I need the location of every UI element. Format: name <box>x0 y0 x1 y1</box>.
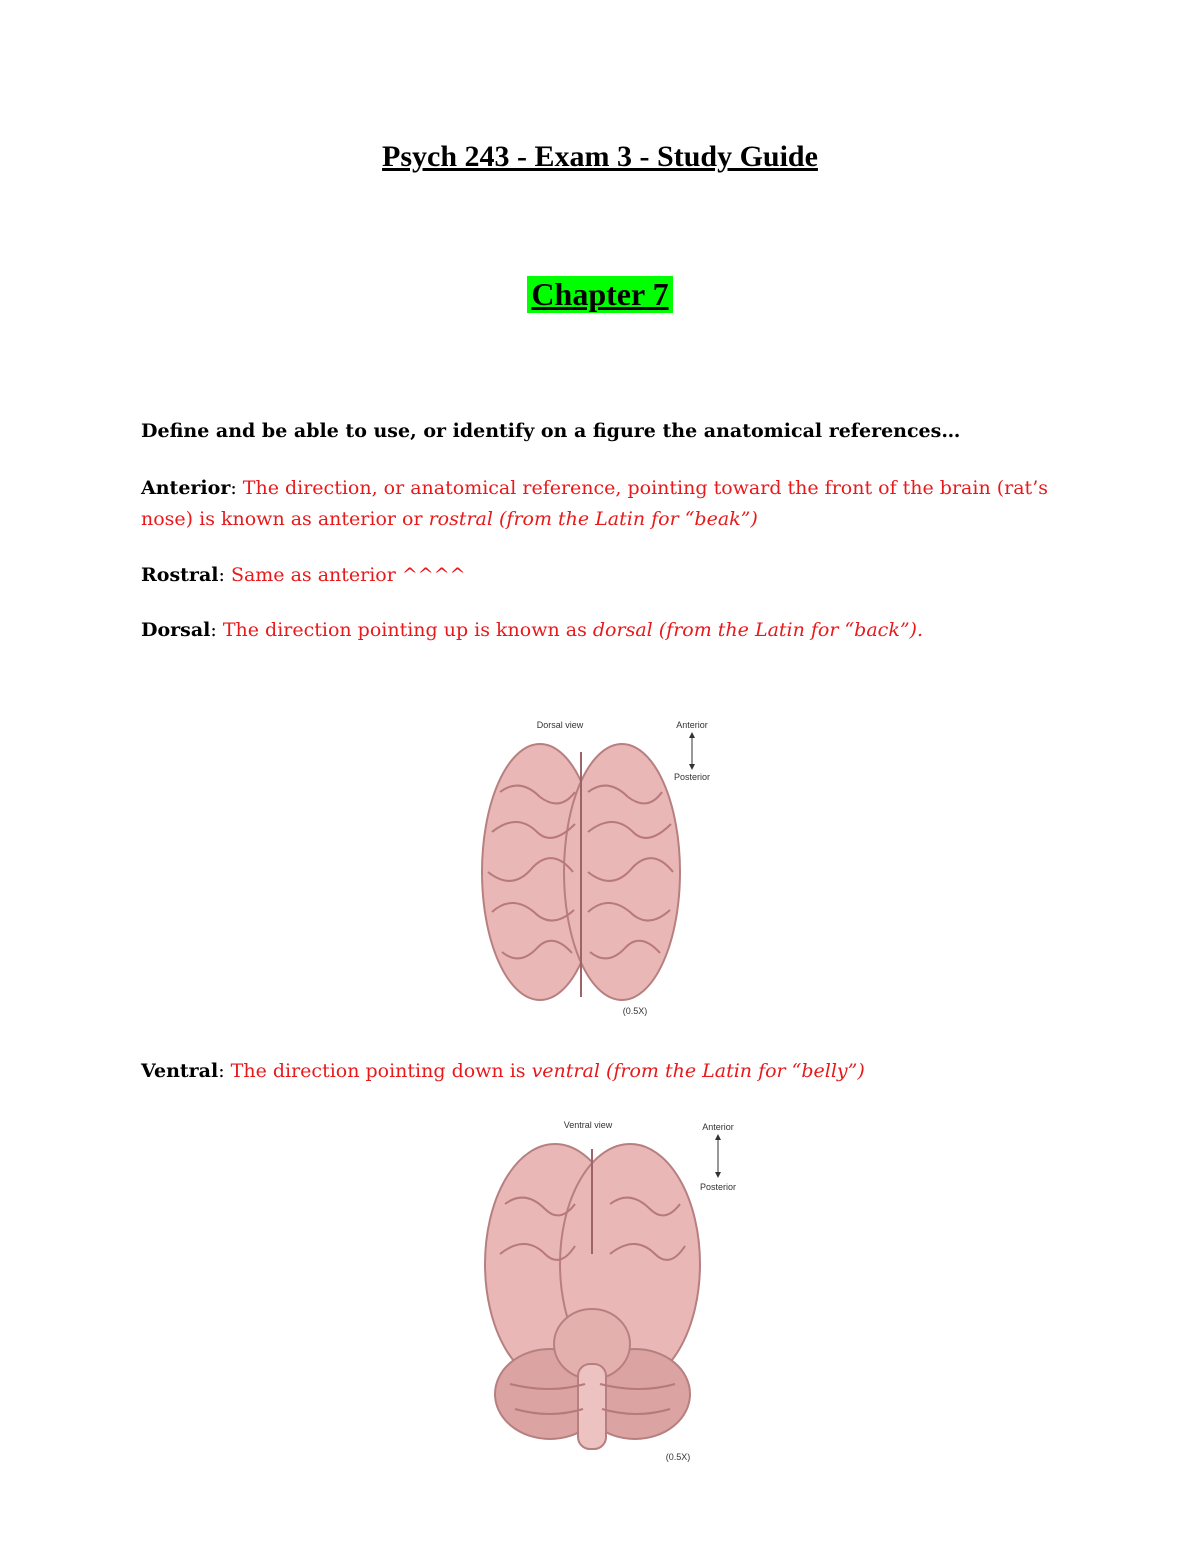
figure-scale-label: (0.5X) <box>622 1006 648 1016</box>
term-label: Anterior <box>141 477 231 499</box>
page-title: Psych 243 - Exam 3 - Study Guide <box>382 140 818 173</box>
term-definition-italic: rostral (from the Latin for “beak”) <box>428 508 758 530</box>
term-definition-italic: ventral (from the Latin for “belly”) <box>531 1060 865 1082</box>
arrow-down-icon <box>689 764 695 770</box>
term-rostral: Rostral: Same as anterior ^^^^ <box>141 564 466 586</box>
term-label: Rostral <box>141 564 219 586</box>
term-dorsal: Dorsal: The direction pointing up is known as dorsal (from the Latin for “back”). <box>141 619 923 641</box>
instruction-text: Define and be able to use, or identify on a figure the anatomical references… <box>141 420 961 442</box>
chapter-heading-wrap <box>0 276 1200 313</box>
term-definition: The direction pointing up is known as <box>222 619 593 641</box>
term-label: Ventral <box>141 1060 219 1082</box>
figure-anterior-label: Anterior <box>676 720 708 730</box>
arrow-up-icon <box>715 1134 721 1140</box>
term-label: Dorsal <box>141 619 211 641</box>
figure-scale-label: (0.5X) <box>665 1452 691 1462</box>
term-definition: Same as anterior ^^^^ <box>230 564 466 586</box>
term-ventral: Ventral: The direction pointing down is ventral (from the Latin for “belly”) <box>141 1060 865 1082</box>
brain-ventral-illustration <box>485 1144 700 1449</box>
dorsal-view-figure <box>470 712 730 1022</box>
term-definition: The direction, or anatomical reference, pointing toward the front of the brain (rat’s nose) is known as anterior or <box>141 477 1048 530</box>
figure-anterior-label: Anterior <box>702 1122 734 1132</box>
arrow-down-icon <box>715 1172 721 1178</box>
figure-posterior-label: Posterior <box>673 772 711 782</box>
figure-view-label: Dorsal view <box>536 720 584 730</box>
figure-view-label: Ventral view <box>563 1120 613 1130</box>
brain-dorsal-illustration <box>482 744 680 1000</box>
term-definition: The direction pointing down is <box>230 1060 532 1082</box>
term-anterior: Anterior: The direction, or anatomical reference, pointing toward the front of the brain (rat’s nose) is known as anterior or rostral (from the Latin for “beak”) <box>141 477 1048 530</box>
figure-posterior-label: Posterior <box>699 1182 737 1192</box>
chapter-heading: Chapter 7 <box>527 276 672 313</box>
term-definition-italic: dorsal (from the Latin for “back”). <box>592 619 923 641</box>
ventral-view-figure <box>470 1114 760 1469</box>
arrow-up-icon <box>689 732 695 738</box>
